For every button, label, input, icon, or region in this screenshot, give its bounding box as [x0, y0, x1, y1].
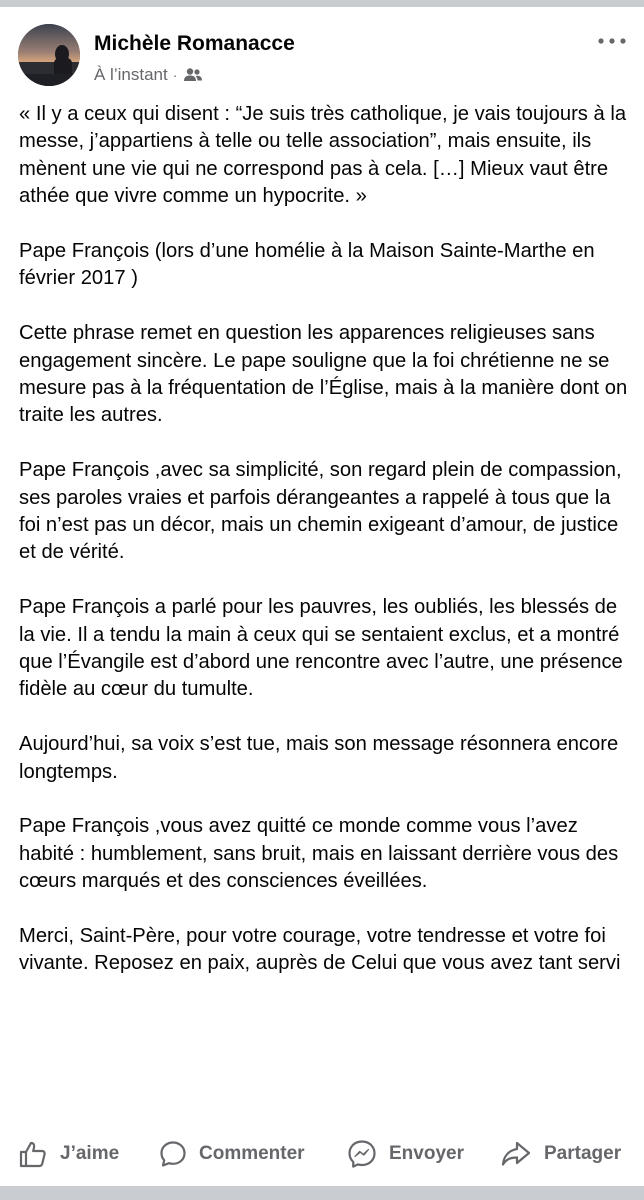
thumbs-up-icon — [18, 1139, 48, 1169]
comment-bubble-icon — [159, 1140, 187, 1168]
post-actions-bar — [0, 1134, 644, 1174]
send-button[interactable] — [347, 1134, 464, 1174]
share-arrow-icon — [500, 1139, 532, 1169]
meta-separator: · — [172, 67, 178, 83]
messenger-icon — [347, 1139, 377, 1169]
send-label: Envoyer — [389, 1143, 464, 1164]
more-options-icon[interactable] — [596, 30, 628, 52]
comment-button[interactable] — [159, 1134, 305, 1174]
post-meta — [94, 64, 203, 86]
comment-label: Commenter — [199, 1143, 305, 1164]
friends-icon[interactable] — [183, 67, 203, 83]
top-divider — [0, 0, 644, 7]
post-paragraph: Pape François a parlé pour les pauvres, les oubliés, les blessés de la vie. Il a tendu la main à ceux qui se sentaient exclus, et a montré que l’Évangile est d’abord une rencontre avec l’autre, une présence fidèle au cœur du tumulte. — [19, 596, 623, 701]
avatar-photo — [18, 24, 80, 86]
post-header — [18, 24, 628, 94]
post-body — [19, 101, 631, 978]
bottom-divider — [0, 1186, 644, 1200]
post-paragraph: Pape François ,avec sa simplicité, son regard plein de compassion, ses paroles vraies et parfois dérangeantes a rappelé à tous que la foi n’est pas un décor, mais un chemin exigeant d’amour, de justice et de vérité. — [19, 459, 622, 564]
post-paragraph: « Il y a ceux qui disent : “Je suis très catholique, je vais toujours à la messe, j’appartiens à telle ou telle association”, mais ensuite, ils mènent une vie qui ne correspond pas à cela. […] Mieux vaut être athée que vivre comme un hypocrite. » — [19, 103, 627, 208]
post-paragraph: Merci, Saint-Père, pour votre courage, votre tendresse et votre foi vivante. Reposez en paix, auprès de Celui que vous avez tant servi — [19, 925, 621, 975]
like-label: J’aime — [60, 1143, 120, 1164]
post-paragraph: Aujourd’hui, sa voix s’est tue, mais son message résonnera encore longtemps. — [19, 733, 619, 783]
post-paragraph: Pape François ,vous avez quitté ce monde comme vous l’avez habité : humblement, sans bruit, mais en laissant derrière vous des cœurs marqués et des consciences éveillées. — [19, 815, 619, 893]
like-button[interactable] — [18, 1134, 119, 1174]
author-name[interactable]: Michèle Romanacce — [94, 32, 295, 55]
post-paragraph: Cette phrase remet en question les apparences religieuses sans engagement sincère. Le pape souligne que la foi chrétienne ne se mesure pas à la fréquentation de l’Église, mais à la manière dont on traite les autres. — [19, 322, 628, 427]
share-label: Partager — [544, 1143, 622, 1164]
share-button[interactable] — [500, 1134, 621, 1174]
timestamp[interactable]: À l’instant — [94, 65, 168, 84]
post-paragraph: Pape François (lors d’une homélie à la Maison Sainte-Marthe en février 2017 ) — [19, 240, 595, 290]
avatar[interactable] — [18, 24, 80, 86]
